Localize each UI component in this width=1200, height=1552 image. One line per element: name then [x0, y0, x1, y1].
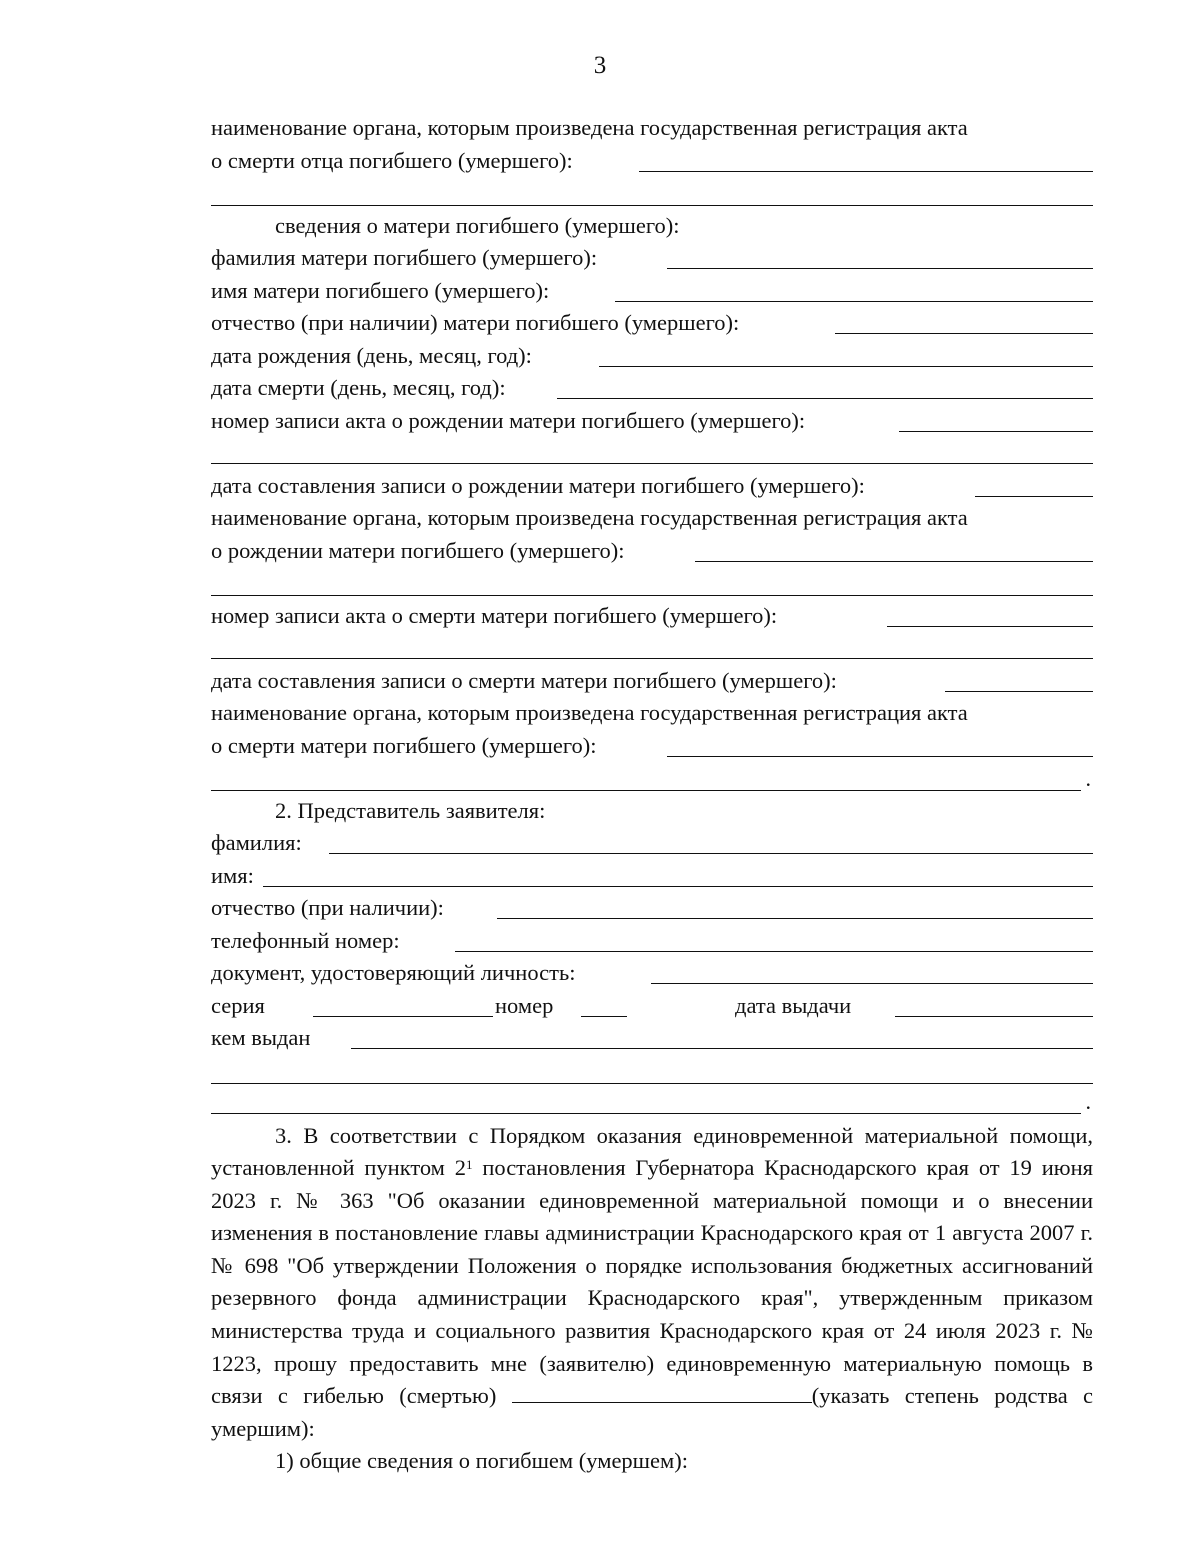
rep-name-label: имя: [211, 862, 254, 888]
mother-birth-organ-line-2 [211, 535, 1093, 568]
rep-name-field[interactable] [263, 886, 1093, 887]
mother-surname-line [211, 242, 1093, 275]
mother-birth-record-date-line [211, 470, 1093, 503]
item-1-line: 1) общие сведения о погибшем (умершем): [275, 1448, 688, 1474]
mother-surname-field[interactable] [667, 268, 1093, 269]
rep-issued-by-line-2 [211, 1055, 1093, 1088]
mother-birth-record-field[interactable] [899, 431, 1093, 432]
mother-heading-line [211, 210, 1093, 243]
rep-number-label: номер [495, 992, 554, 1018]
rep-surname-line [211, 827, 1093, 860]
father-organ-line-3 [211, 177, 1093, 210]
father-organ-label-1: наименование органа, которым произведена государственная регистрация акта [211, 115, 968, 140]
section-3-text-1: 3. В соответствии с Порядком оказания единовременной материальной помощи, установленной пунктом 2 [211, 1122, 1093, 1181]
document-body [211, 112, 1093, 1478]
rep-series-number-line [211, 990, 1093, 1023]
rep-phone-label: телефонный номер: [211, 927, 400, 953]
rep-surname-field[interactable] [329, 853, 1093, 854]
rep-surname-label: фамилия: [211, 830, 302, 855]
mother-birth-organ-label-2: о рождении матери погибшего (умершего): [211, 537, 625, 563]
mother-death-organ-line-2 [211, 730, 1093, 763]
mother-death-organ-line-3: . [211, 762, 1093, 795]
father-organ-field-cont[interactable] [211, 205, 1093, 206]
mother-death-organ-label-2: о смерти матери погибшего (умершего): [211, 732, 597, 758]
mother-birth-date-label: дата рождения (день, месяц, год): [211, 342, 532, 368]
mother-patronymic-field[interactable] [835, 333, 1093, 334]
mother-death-record-date-line [211, 665, 1093, 698]
mother-death-date-line [211, 372, 1093, 405]
rep-issued-by-field[interactable] [351, 1048, 1093, 1049]
mother-surname-label: фамилия матери погибшего (умершего): [211, 245, 598, 270]
father-organ-field[interactable] [639, 171, 1093, 172]
rep-issue-date-field[interactable] [895, 1016, 1093, 1017]
representative-heading: 2. Представитель заявителя: [275, 797, 546, 823]
father-organ-line-1 [211, 112, 1093, 145]
mother-death-organ-field-cont[interactable] [211, 790, 1081, 791]
mother-birth-record-date-label: дата составления записи о рождении матери погибшего (умершего): [211, 472, 865, 498]
rep-series-field[interactable] [313, 1016, 493, 1017]
section-3-superscript: 1 [466, 1157, 473, 1173]
mother-death-organ-label-1: наименование органа, которым произведена государственная регистрация акта [211, 700, 968, 725]
mother-death-date-field[interactable] [557, 398, 1093, 399]
mother-death-record-label: номер записи акта о смерти матери погибшего (умершего): [211, 602, 778, 628]
mother-death-organ-line-1 [211, 697, 1093, 730]
mother-death-record-date-field[interactable] [945, 691, 1093, 692]
kinship-field[interactable] [512, 1382, 812, 1403]
mother-death-record-date-label: дата составления записи о смерти матери погибшего (умершего): [211, 667, 837, 693]
rep-id-doc-line [211, 957, 1093, 990]
mother-death-date-label: дата смерти (день, месяц, год): [211, 375, 506, 400]
rep-issued-by-field-cont[interactable] [211, 1083, 1093, 1084]
mother-name-line [211, 275, 1093, 308]
mother-name-label: имя матери погибшего (умершего): [211, 277, 550, 303]
mother-birth-record-line-2 [211, 437, 1093, 470]
rep-name-line [211, 860, 1093, 893]
mother-birth-organ-line-1 [211, 502, 1093, 535]
page-number: 3 [593, 52, 607, 79]
rep-issued-by-field-cont-2[interactable] [211, 1113, 1081, 1114]
mother-birth-organ-label-1: наименование органа, которым произведена государственная регистрация акта [211, 505, 968, 530]
rep-patronymic-label: отчество (при наличии): [211, 895, 444, 920]
father-organ-label-2: о смерти отца погибшего (умершего): [211, 147, 573, 173]
mother-birth-organ-field[interactable] [695, 561, 1093, 562]
mother-birth-date-field[interactable] [599, 366, 1093, 367]
rep-issued-by-line-3: . [211, 1087, 1093, 1120]
section-3-text-3: (указать степень родства с умершим): [211, 1383, 1094, 1441]
mother-birth-record-label: номер записи акта о рождении матери погибшего (умершего): [211, 407, 806, 433]
mother-death-record-line-2 [211, 632, 1093, 665]
mother-birth-record-date-field[interactable] [975, 496, 1093, 497]
section-3-text-2: постановления Губернатора Краснодарского края от 19 июня 2023 г. № 363 "Об оказании единовременной материальной помощи и о внесении изменения в постановление главы администрации Краснодарского края от 1 августа 2007 г. № 698 "Об утверждении Положения о порядке использования бюджетных ассигнований резервного фонда администрации Краснодарского края", утвержденным приказом министерства труда и социального развития Краснодарского края от 24 июля 2023 г. № 1223, прошу предоставить мне (заявителю) единовременную материальную помощь в связи с гибелью (смертью) [211, 1155, 1094, 1409]
rep-patronymic-field[interactable] [497, 918, 1093, 919]
mother-birth-organ-line-3 [211, 567, 1093, 600]
mother-heading: сведения о матери погибшего (умершего): [275, 212, 680, 238]
mother-death-record-field[interactable] [887, 626, 1093, 627]
rep-id-doc-field[interactable] [651, 983, 1093, 984]
rep-phone-field[interactable] [455, 951, 1093, 952]
mother-death-organ-field[interactable] [667, 756, 1093, 757]
rep-patronymic-line [211, 892, 1093, 925]
father-organ-line-2 [211, 145, 1093, 178]
rep-series-label: серия [211, 992, 265, 1018]
representative-heading-line [211, 795, 1093, 828]
mother-birth-record-line [211, 405, 1093, 438]
mother-death-record-line [211, 600, 1093, 633]
rep-number-field[interactable] [581, 1016, 627, 1017]
rep-issue-date-label: дата выдачи [735, 992, 852, 1018]
mother-patronymic-label: отчество (при наличии) матери погибшего (умершего): [211, 310, 740, 335]
mother-name-field[interactable] [615, 301, 1093, 302]
mother-birth-date-line [211, 340, 1093, 373]
rep-issued-by-label: кем выдан [211, 1025, 311, 1050]
rep-phone-line [211, 925, 1093, 958]
rep-id-doc-label: документ, удостоверяющий личность: [211, 960, 576, 985]
rep-issued-by-line [211, 1022, 1093, 1055]
mother-birth-record-field-cont[interactable] [211, 463, 1093, 464]
mother-birth-organ-field-cont[interactable] [211, 595, 1093, 596]
mother-patronymic-line [211, 307, 1093, 340]
mother-death-record-field-cont[interactable] [211, 658, 1093, 659]
section-3-paragraph [211, 1120, 1093, 1446]
